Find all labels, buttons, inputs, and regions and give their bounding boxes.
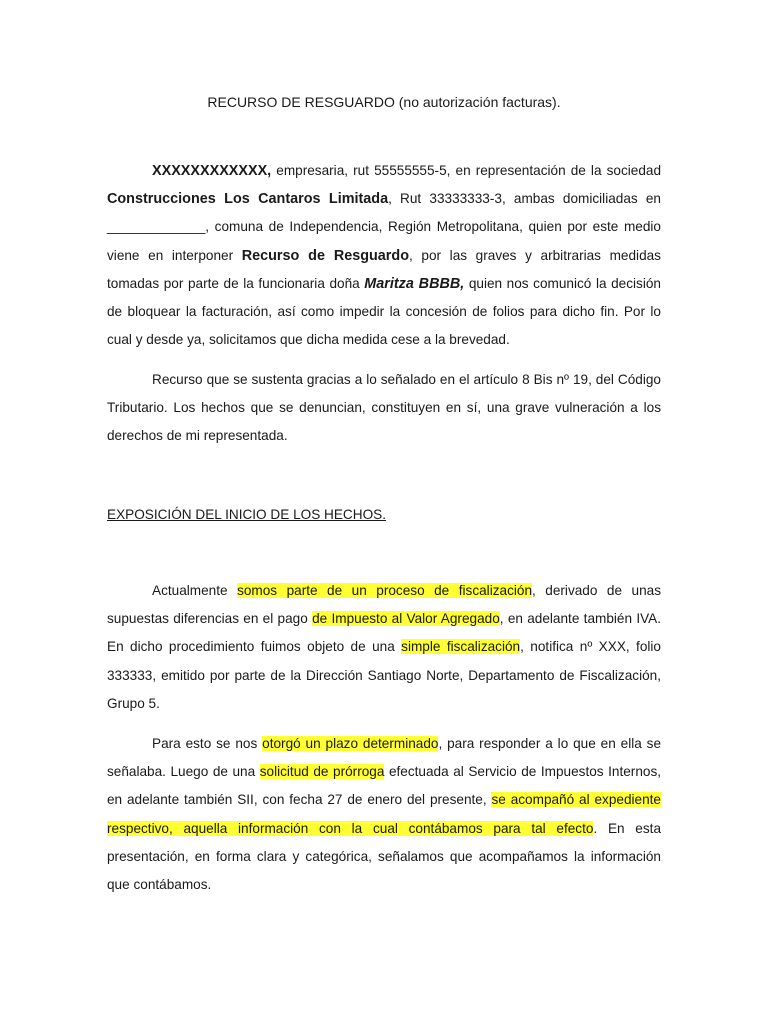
applicant-name: XXXXXXXXXXXX, <box>152 163 272 179</box>
highlight-text: solicitud de prórroga <box>259 764 385 780</box>
paragraph-intro: XXXXXXXXXXXX, empresaria, rut 55555555-5, en representación de la sociedad Construcciones Los Cantaros Limitada, Rut 33333333-3, ambas domiciliadas en _____________, comuna de Independencia, Región Metropolitana, quien por este medio viene en interponer Recurso de Resguardo, por las graves y arbitrarias medidas tomadas por parte de la funcionaria doña Maritza BBBB, quien nos comunicó la decisión de bloquear la facturación, así como impedir la concesión de folios para dicho fin. Por lo cual y desde ya, solicitamos que dicha medida cese a la brevedad. <box>107 163 661 348</box>
official-name: Maritza BBBB, <box>364 275 465 292</box>
highlight-text: simple fiscalización <box>401 639 521 655</box>
company-name: Construcciones Los Cantaros Limitada <box>107 191 389 208</box>
highlight-text: de Impuesto al Valor Agregado <box>312 611 500 627</box>
paragraph-facts-1: Actualmente somos parte de un proceso de fiscalización, derivado de unas supuestas diferencias en el pago de Impuesto al Valor Agregado, en adelante también IVA. En dicho procedimiento fuimos objeto de una simple fiscalización, notifica nº XXX, folio 333333, emitido por parte de la Dirección Santiago Norte, Departamento de Fiscalización, Grupo 5. <box>107 583 661 711</box>
highlight-text: somos parte de un proceso de fiscalización <box>237 583 533 598</box>
document-title: RECURSO DE RESGUARDO (no autorización facturas). <box>207 94 561 110</box>
paragraph-legal-basis: Recurso que se sustenta gracias a lo señalado en el artículo 8 Bis nº 19, del Código Tributario. Los hechos que se denuncian, constituyen en sí, una grave vulneración a los derechos de mi representada. <box>107 372 661 444</box>
paragraph-facts-2: Para esto se nos otorgó un plazo determinado, para responder a lo que en ella se señalaba. Luego de una solicitud de prórroga efectuada al Servicio de Impuestos Internos, en adelante también SII, con fecha 27 de enero del presente, se acompañó al expediente respectivo, aquella información con la cual contábamos para tal efecto. En esta presentación, en forma clara y categórica, señalamos que acompañamos la información que contábamos. <box>107 736 662 893</box>
highlight-text: se acompañó al expediente respectivo, aquella información con la cual contábamos para tal efecto <box>107 792 661 836</box>
recurso-label: Recurso de Resguardo <box>241 247 409 264</box>
highlight-text: otorgó un plazo determinado <box>262 736 439 751</box>
section-heading: EXPOSICIÓN DEL INICIO DE LOS HECHOS. <box>107 507 386 522</box>
